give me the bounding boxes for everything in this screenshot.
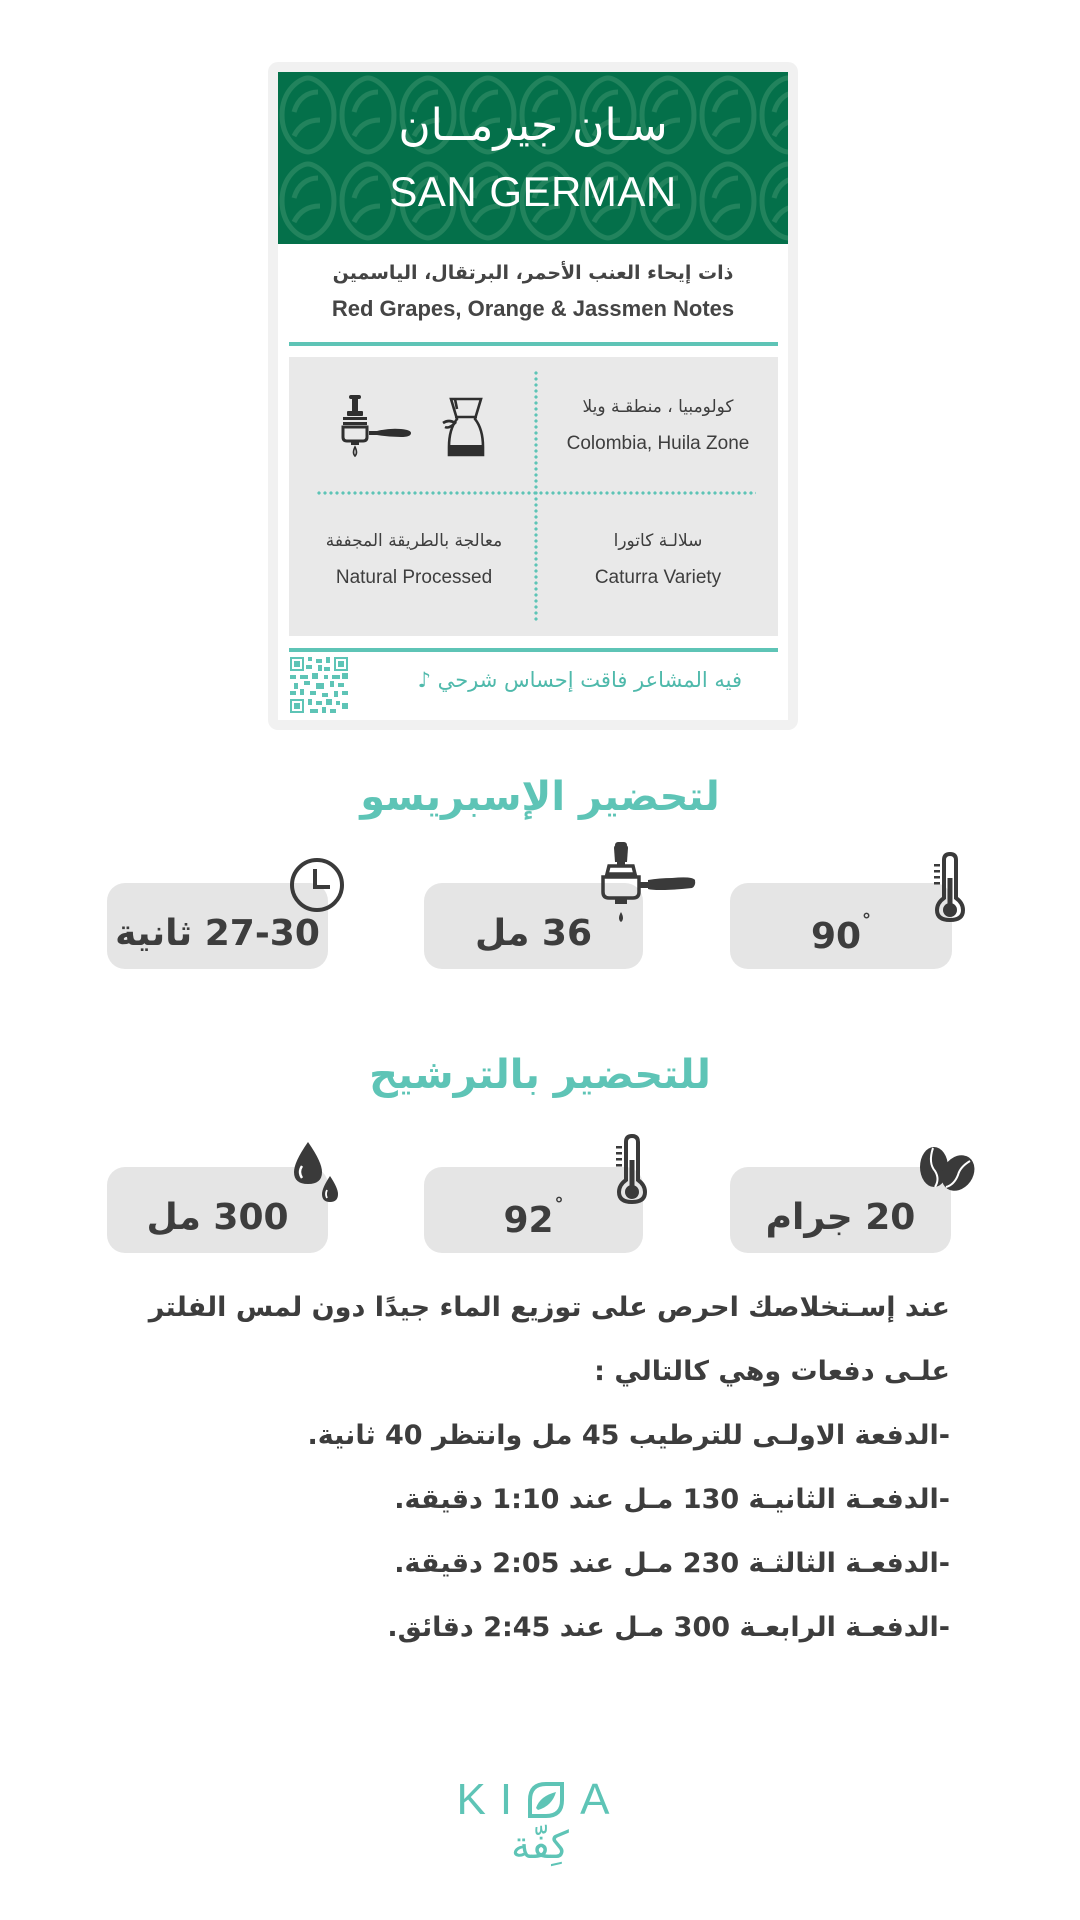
coffee-name-english: SAN GERMAN — [389, 168, 677, 215]
portafilter-icon — [600, 840, 696, 932]
espresso-time-value: 27-30 ثانية — [115, 912, 320, 954]
divider — [289, 648, 778, 652]
leaf-pattern-icon — [278, 72, 788, 244]
clock-icon — [288, 856, 346, 918]
instruction-line: -الدفعة الاولـى للترطيب 45 مل وانتظر 40 ثانية. — [307, 1420, 950, 1451]
instruction-line: -الدفعـة الرابعـة 300 مـل عند 2:45 دقائق. — [387, 1612, 950, 1643]
footer-tagline: فيه المشاعر فاقت إحساس شرحي ♪ — [417, 668, 742, 692]
thermometer-icon — [614, 1134, 648, 1208]
process-cell — [294, 529, 534, 590]
filter-temperature-card — [424, 1167, 643, 1253]
divider — [289, 342, 778, 346]
horizontal-dotted-divider — [316, 491, 756, 495]
brand-logo-latin: KI A — [456, 1775, 624, 1824]
variety-arabic: سلالـة كاتورا — [613, 531, 703, 551]
espresso-yield-value: 36 مل — [474, 912, 593, 954]
instruction-line: -الدفعـة الثانيـة 130 مـل عند 1:10 دقيقة. — [394, 1484, 950, 1515]
variety-english: Caturra Variety — [594, 567, 722, 588]
origin-cell — [538, 395, 778, 456]
process-arabic: معالجة بالطريقة المجففة — [325, 531, 503, 551]
thermometer-icon — [932, 852, 966, 926]
variety-cell — [538, 529, 778, 590]
coffee-beans-icon — [916, 1145, 978, 1199]
leaf-icon — [526, 1780, 566, 1820]
tasting-notes-english: Red Grapes, Orange & Jassmen Notes — [331, 296, 735, 321]
brand-logo-arabic: كِفّة — [511, 1823, 569, 1867]
coffee-info-grid — [289, 357, 778, 636]
qr-code-icon[interactable] — [290, 657, 348, 713]
origin-english: Colombia, Huila Zone — [566, 433, 750, 454]
brand-logo — [440, 1775, 640, 1867]
chemex-icon — [441, 397, 487, 463]
water-drops-icon — [290, 1140, 342, 1208]
instruction-line: عند إسـتخلاصك احرص على توزيع الماء جيدًا دون لمس الفلتر — [148, 1292, 950, 1323]
coffee-name-arabic: سـان جيرمــان — [398, 100, 668, 151]
instruction-line: -الدفعـة الثالثـة 230 مـل عند 2:05 دقيقة. — [394, 1548, 950, 1579]
espresso-temperature-card — [730, 883, 952, 969]
card-header — [278, 72, 788, 244]
espresso-section-title: لتحضير الإسبريسو — [360, 774, 720, 820]
filter-temperature-value: 92° — [503, 1193, 564, 1241]
instruction-line: علـى دفعات وهي كالتالي : — [594, 1356, 950, 1387]
process-english: Natural Processed — [335, 567, 493, 588]
filter-dose-value: 20 جرام — [765, 1196, 916, 1238]
espresso-temperature-value: 90° — [810, 909, 872, 957]
espresso-portafilter-icon — [341, 395, 417, 467]
filter-section-title: للتحضير بالترشيح — [369, 1052, 711, 1098]
origin-arabic: كولومبيا ، منطقـة ويلا — [582, 397, 734, 417]
filter-water-value: 300 مل — [146, 1196, 289, 1238]
brewing-instructions — [90, 1276, 950, 1660]
tasting-notes-arabic: ذات إيحاء العنب الأحمر، البرتقال، الياسمين — [332, 262, 734, 284]
